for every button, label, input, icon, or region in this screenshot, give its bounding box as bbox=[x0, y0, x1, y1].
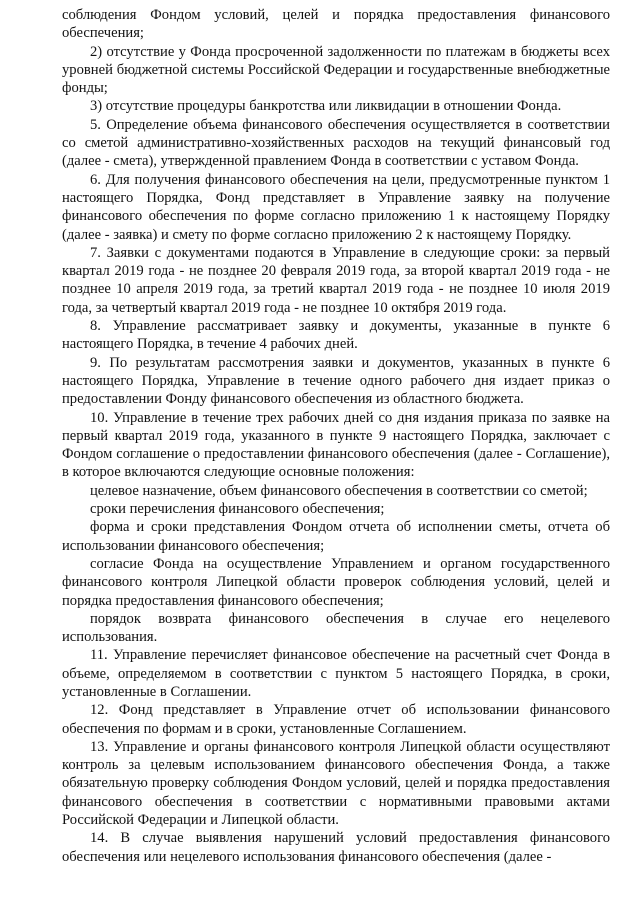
paragraph-item-11: 11. Управление перечисляет финансовое обеспечение на расчетный счет Фонда в объеме, определяемом в соответствии с пунктом 5 настоящего Порядка, в сроки, установленные в Соглашении. bbox=[62, 647, 610, 700]
paragraph-provision-terms: сроки перечисления финансового обеспечения; bbox=[90, 501, 385, 518]
paragraph-item-13: 13. Управление и органы финансового контроля Липецкой области осуществляют контроль за целевым использованием финансового обеспечения Фонда, а также обязательную проверку соблюдения Фондом условий, целей и порядка предоставления финансового обеспечения в соответствии с нормативными правовыми актами Российской Федерации и Липецкой области. bbox=[62, 738, 610, 829]
paragraph-item-5: 5. Определение объема финансового обеспечения осуществляется в соответствии со сметой административно-хозяйственных расходов на текущий финансовый год (далее - смета), утвержденной правлением Фонда в соответствии с уставом Фонда. bbox=[62, 116, 610, 170]
paragraph-condition-2: 2) отсутствие у Фонда просроченной задолженности по платежам в бюджеты всех уровней бюджетной системы Российской Федерации и государственные внебюджетные фонды; bbox=[62, 43, 610, 97]
paragraph-item-10: 10. Управление в течение трех рабочих дней со дня издания приказа по заявке на первый квартал 2019 года, указанного в пункте 9 настоящего Порядка, заключает с Фондом соглашение о предоставлении финансового обеспечения (далее - Соглашение), в которое включаются следующие основные положения: bbox=[62, 409, 610, 481]
document-page bbox=[62, 6, 610, 866]
paragraph-item-6: 6. Для получения финансового обеспечения на цели, предусмотренные пунктом 1 настоящего Порядка, Фонд представляет в Управление заявку на получение финансового обеспечения по форме согласно приложению 1 к настоящему Порядку (далее - заявка) и смету по форме согласно приложению 2 к настоящему Порядку. bbox=[62, 171, 610, 243]
paragraph-item-12: 12. Фонд представляет в Управление отчет об использовании финансового обеспечения по формам и в сроки, установленные Соглашением. bbox=[62, 702, 610, 737]
paragraph-provision-reporting: форма и сроки представления Фондом отчета об исполнении сметы, отчета об использовании финансового обеспечения; bbox=[62, 519, 610, 554]
paragraph-item-7: 7. Заявки с документами подаются в Управление в следующие сроки: за первый квартал 2019 года - не позднее 20 февраля 2019 года, за второй квартал 2019 года - не позднее 10 апреля 2019 года, за третий квартал 2019 года - не позднее 10 июля 2019 года, за четвертый квартал 2019 года - не позднее 10 октября 2019 года. bbox=[62, 244, 610, 316]
paragraph-provision-consent: согласие Фонда на осуществление Управлением и органом государственного финансового контроля Липецкой области проверок соблюдения условий, целей и порядка предоставления финансового обеспечения; bbox=[62, 555, 610, 609]
paragraph-item-14: 14. В случае выявления нарушений условий предоставления финансового обеспечения или нецелевого использования финансового обеспечения (далее - bbox=[62, 830, 610, 865]
paragraph-continuation: соблюдения Фондом условий, целей и порядка предоставления финансового обеспечения; bbox=[62, 7, 610, 42]
paragraph-provision-refund: порядок возврата финансового обеспечения в случае его нецелевого использования. bbox=[62, 610, 610, 646]
paragraph-item-9: 9. По результатам рассмотрения заявки и документов, указанных в пункте 6 настоящего Порядка, Управление в течение одного рабочего дня издает приказ о предоставлении Фонду финансового обеспечения из областного бюджета. bbox=[62, 354, 610, 408]
paragraph-condition-3: 3) отсутствие процедуры банкротства или ликвидации в отношении Фонда. bbox=[90, 98, 562, 115]
paragraph-item-8: 8. Управление рассматривает заявку и документы, указанные в пункте 6 настоящего Порядка, в течение 4 рабочих дней. bbox=[62, 318, 610, 353]
paragraph-provision-purpose: целевое назначение, объем финансового обеспечения в соответствии со сметой; bbox=[90, 482, 588, 499]
